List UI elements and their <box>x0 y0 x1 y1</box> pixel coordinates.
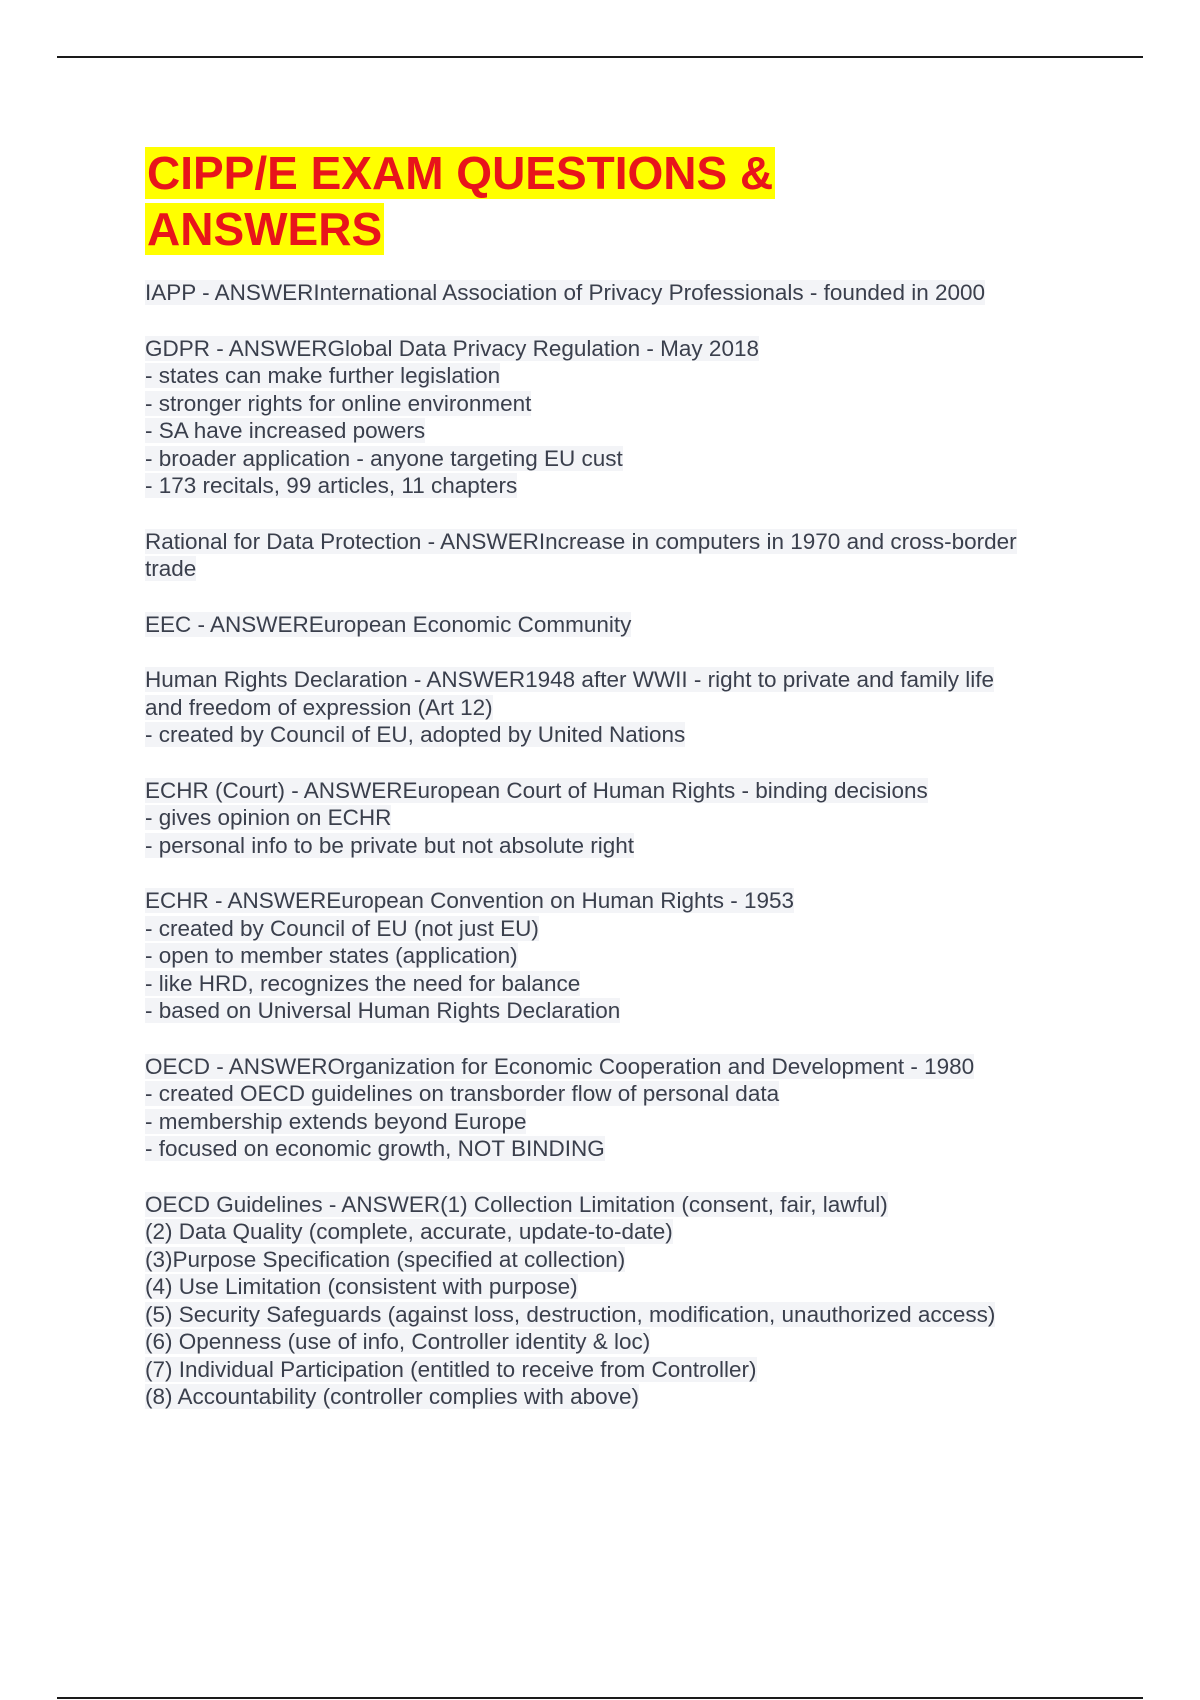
qa-entry <box>145 887 1085 1025</box>
qa-entry <box>145 611 1085 639</box>
qa-line-text: (3)Purpose Specification (specified at collection) <box>145 1246 626 1272</box>
document-body <box>145 145 1085 1439</box>
title-line-2: ANSWERS <box>147 203 383 255</box>
qa-line <box>145 777 1085 805</box>
qa-line-text: - gives opinion on ECHR <box>145 805 392 830</box>
qa-line <box>145 942 1085 970</box>
qa-line <box>145 997 1085 1025</box>
top-rule <box>57 56 1143 58</box>
qa-entry <box>145 528 1085 583</box>
qa-line <box>145 1301 1085 1329</box>
qa-line-text: IAPP - ANSWERInternational Association of Privacy Professionals - founded in 2000 <box>145 280 986 305</box>
qa-line <box>145 915 1085 943</box>
qa-line-text: (4) Use Limitation (consistent with purpose) <box>145 1274 578 1299</box>
qa-line-text: OECD Guidelines - ANSWER(1) Collection Limitation (consent, fair, lawful) <box>145 1191 888 1217</box>
qa-line <box>145 887 1085 915</box>
qa-line-text: (2) Data Quality (complete, accurate, update-to-date) <box>145 1219 673 1244</box>
qa-line <box>145 1053 1085 1081</box>
qa-line <box>145 666 1085 694</box>
qa-line-text: - states can make further legislation <box>145 363 501 388</box>
qa-line <box>145 417 1085 445</box>
qa-line-text: - like HRD, recognizes the need for balance <box>145 970 581 996</box>
qa-line <box>145 1191 1085 1219</box>
qa-line <box>145 1080 1085 1108</box>
qa-line <box>145 1108 1085 1136</box>
qa-entry <box>145 666 1085 749</box>
qa-line <box>145 1218 1085 1246</box>
qa-line-text: - open to member states (application) <box>145 943 518 968</box>
qa-line <box>145 611 1085 639</box>
qa-line <box>145 335 1085 363</box>
qa-line <box>145 445 1085 473</box>
qa-line <box>145 804 1085 832</box>
qa-line <box>145 362 1085 390</box>
qa-line-text: (6) Openness (use of info, Controller identity & loc) <box>145 1329 651 1354</box>
qa-line-text: - personal info to be private but not absolute right <box>145 832 635 858</box>
qa-line-text: - SA have increased powers <box>145 418 426 443</box>
qa-list <box>145 279 1085 1411</box>
qa-line-text: ECHR (Court) - ANSWEREuropean Court of Human Rights - binding decisions <box>145 777 928 803</box>
qa-line-text: Human Rights Declaration - ANSWER1948 after WWII - right to private and family life <box>145 667 995 692</box>
qa-line <box>145 472 1085 500</box>
qa-line-text: ECHR - ANSWEREuropean Convention on Human Rights - 1953 <box>145 888 795 913</box>
qa-line-text: (7) Individual Participation (entitled to receive from Controller) <box>145 1356 757 1382</box>
qa-line <box>145 694 1085 722</box>
qa-line-text: EEC - ANSWEREuropean Economic Community <box>145 611 632 637</box>
qa-line-text: - stronger rights for online environment <box>145 390 532 416</box>
qa-line <box>145 970 1085 998</box>
qa-line <box>145 279 1085 307</box>
qa-line <box>145 1328 1085 1356</box>
qa-entry <box>145 777 1085 860</box>
title-line-1: CIPP/E EXAM QUESTIONS & <box>147 147 774 199</box>
bottom-rule <box>57 1697 1143 1699</box>
qa-line-text: - 173 recitals, 99 articles, 11 chapters <box>145 473 518 498</box>
qa-line-text: - membership extends beyond Europe <box>145 1108 527 1134</box>
qa-line <box>145 1246 1085 1274</box>
qa-line-text: trade <box>145 556 197 581</box>
qa-line-text: - created OECD guidelines on transborder flow of personal data <box>145 1081 780 1106</box>
qa-line-text: (5) Security Safeguards (against loss, destruction, modification, unauthorized access) <box>145 1301 996 1327</box>
qa-line <box>145 1383 1085 1411</box>
qa-entry <box>145 279 1085 307</box>
qa-entry <box>145 335 1085 500</box>
qa-line-text: - created by Council of EU, adopted by United Nations <box>145 722 686 747</box>
qa-line-text: and freedom of expression (Art 12) <box>145 694 493 720</box>
qa-line <box>145 390 1085 418</box>
qa-entry <box>145 1191 1085 1411</box>
qa-entry <box>145 1053 1085 1163</box>
qa-line-text: - focused on economic growth, NOT BINDING <box>145 1136 605 1161</box>
qa-line <box>145 555 1085 583</box>
qa-line <box>145 1273 1085 1301</box>
qa-line-text: (8) Accountability (controller complies with above) <box>145 1384 639 1409</box>
page-title <box>145 145 1085 257</box>
qa-line <box>145 528 1085 556</box>
qa-line-text: GDPR - ANSWERGlobal Data Privacy Regulation - May 2018 <box>145 335 759 361</box>
qa-line <box>145 1135 1085 1163</box>
qa-line-text: OECD - ANSWEROrganization for Economic Cooperation and Development - 1980 <box>145 1053 975 1079</box>
qa-line <box>145 1356 1085 1384</box>
qa-line <box>145 832 1085 860</box>
qa-line <box>145 721 1085 749</box>
qa-line-text: - broader application - anyone targeting EU cust <box>145 445 623 471</box>
qa-line-text: - created by Council of EU (not just EU) <box>145 915 539 941</box>
qa-line-text: - based on Universal Human Rights Declaration <box>145 998 621 1023</box>
qa-line-text: Rational for Data Protection - ANSWERIncrease in computers in 1970 and cross-border <box>145 528 1017 554</box>
